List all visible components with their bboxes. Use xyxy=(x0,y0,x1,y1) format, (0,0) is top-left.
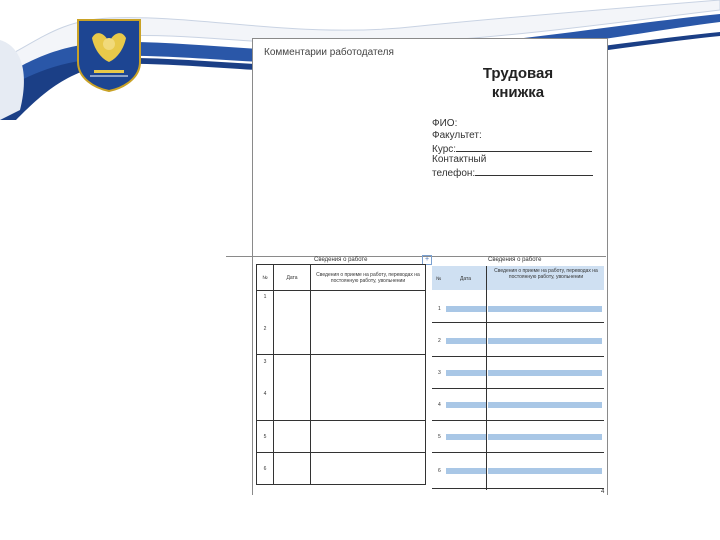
row-band xyxy=(446,338,486,344)
row-band xyxy=(446,370,486,376)
col-details: Сведения о приеме на работу, переводах на постоянную работу, увольнении xyxy=(494,268,598,280)
row-band xyxy=(446,468,486,474)
title-line-2: книжка xyxy=(491,84,545,101)
date-cell[interactable] xyxy=(274,453,311,485)
field-contact xyxy=(432,154,486,166)
row-number xyxy=(257,291,274,355)
row-num-2: 2 xyxy=(438,338,441,344)
right-table-header xyxy=(432,266,604,290)
row-line xyxy=(432,388,604,389)
table-row xyxy=(257,355,426,421)
course-input-line[interactable] xyxy=(456,142,592,152)
faculty-label: Факультет: xyxy=(432,130,482,141)
row-num-3: 3 xyxy=(263,358,267,365)
row-band xyxy=(446,402,486,408)
row-number: 6 xyxy=(257,453,274,485)
table-row xyxy=(257,421,426,453)
phone-input-line[interactable] xyxy=(475,166,593,176)
title-line-1: Трудовая xyxy=(482,65,554,82)
col-date: Дата xyxy=(274,265,311,291)
row-number xyxy=(257,355,274,421)
row-band xyxy=(488,370,602,376)
right-work-table xyxy=(432,264,604,490)
date-cell[interactable] xyxy=(274,421,311,453)
row-num-4: 4 xyxy=(438,402,441,408)
col-number: № xyxy=(257,265,274,291)
add-row-icon[interactable]: + xyxy=(422,255,432,265)
col-number: № xyxy=(436,276,442,282)
col-divider xyxy=(486,266,487,490)
row-num-4: 4 xyxy=(263,390,267,397)
course-label: Курс: xyxy=(432,144,457,155)
table-row xyxy=(257,453,426,485)
row-num-1: 1 xyxy=(438,306,441,312)
row-line xyxy=(432,322,604,323)
details-cell[interactable] xyxy=(311,421,426,453)
row-line xyxy=(432,488,604,489)
row-number: 5 xyxy=(257,421,274,453)
row-band xyxy=(446,306,486,312)
date-cell[interactable] xyxy=(274,291,311,355)
col-date: Дата xyxy=(460,276,472,282)
row-num-1: 1 xyxy=(263,293,267,300)
contact-label-1: Контактный xyxy=(432,154,487,165)
page-number: 4 xyxy=(601,489,605,495)
left-work-table xyxy=(256,264,426,485)
row-num-5: 5 xyxy=(438,434,441,440)
row-band xyxy=(488,402,602,408)
row-band xyxy=(446,434,486,440)
details-cell[interactable] xyxy=(311,355,426,421)
contact-label-2: телефон: xyxy=(432,168,476,179)
details-cell[interactable] xyxy=(311,453,426,485)
date-cell[interactable] xyxy=(274,355,311,421)
row-band xyxy=(488,434,602,440)
row-band xyxy=(488,306,602,312)
document-title xyxy=(448,64,588,102)
row-band xyxy=(488,468,602,474)
details-cell[interactable] xyxy=(311,291,426,355)
row-line xyxy=(432,420,604,421)
university-emblem-icon xyxy=(74,18,144,92)
col-details: Сведения о приеме на работу, переводах на постоянную работу, увольнении xyxy=(311,265,426,291)
comments-label: Комментарии работодателя xyxy=(264,47,394,58)
row-band xyxy=(488,338,602,344)
field-faculty xyxy=(432,130,482,142)
fio-label: ФИО: xyxy=(432,118,458,129)
field-fio xyxy=(432,118,457,130)
row-line xyxy=(432,452,604,453)
row-line xyxy=(432,356,604,357)
right-section-title: Сведения о работе xyxy=(488,257,542,263)
row-num-2: 2 xyxy=(263,325,267,332)
row-num-3: 3 xyxy=(438,370,441,376)
table-row xyxy=(257,291,426,355)
field-phone xyxy=(432,166,593,180)
section-divider xyxy=(226,256,606,257)
left-section-title: Сведения о работе xyxy=(314,257,368,263)
row-num-6: 6 xyxy=(438,468,441,474)
